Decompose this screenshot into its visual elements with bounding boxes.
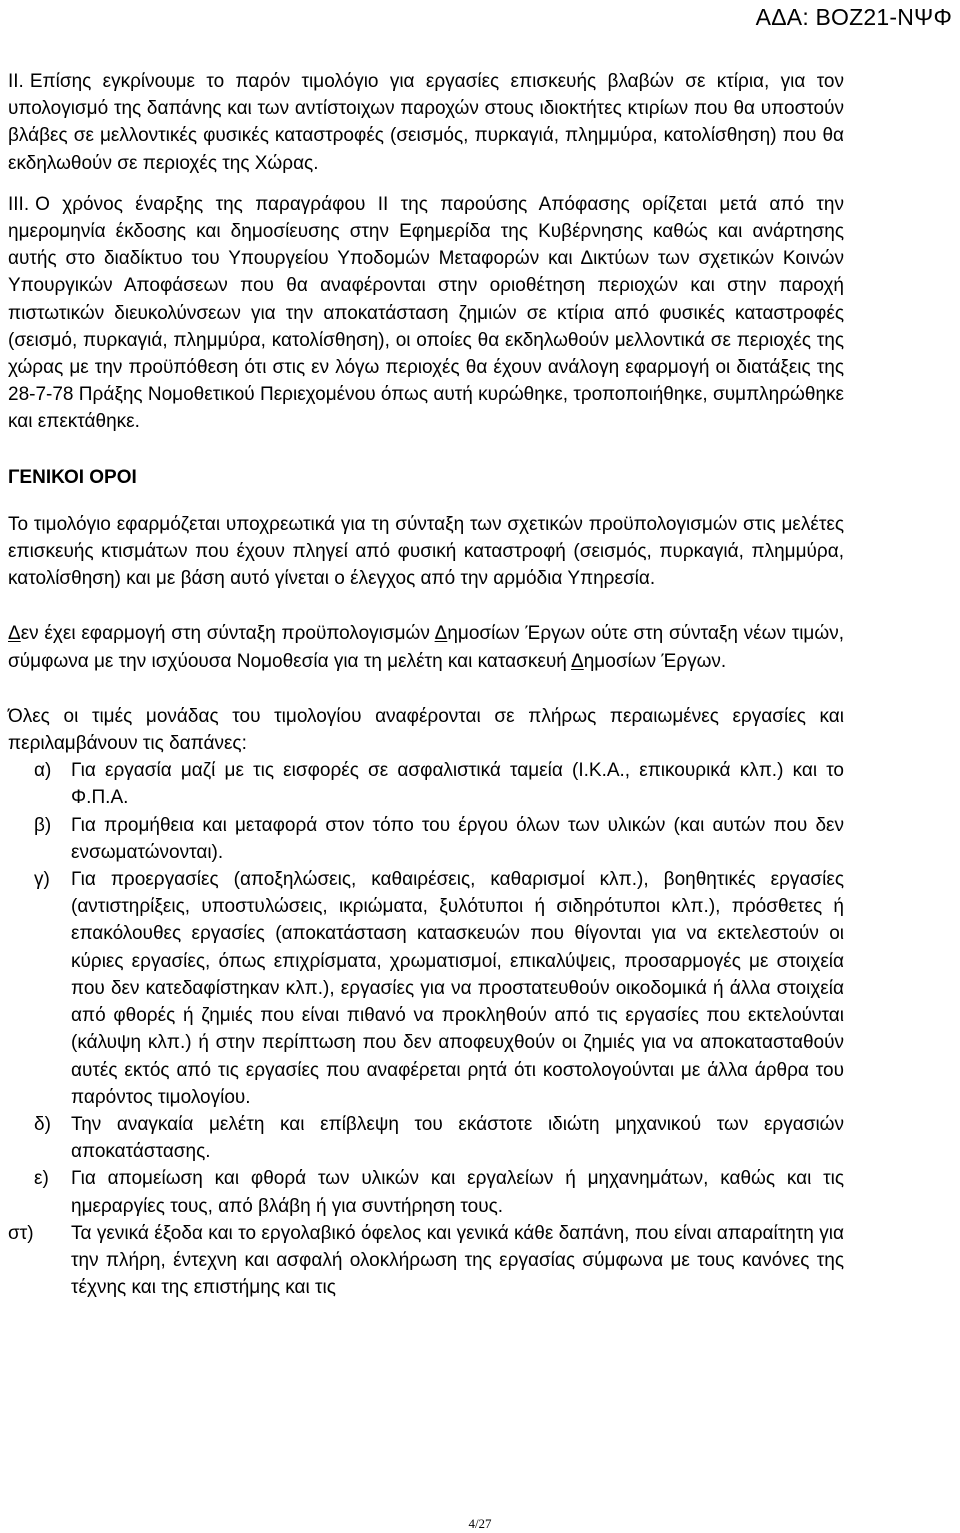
list-marker: α) (34, 760, 52, 782)
cost-items-list (8, 757, 844, 1301)
page-number: 4/27 (468, 1516, 492, 1531)
list-item (8, 1111, 844, 1165)
list-marker: στ) (8, 1222, 34, 1244)
underlined-letter: Δ (8, 623, 21, 645)
list-item (8, 812, 844, 866)
paragraph-ii (8, 68, 844, 177)
text-run: ημοσίων Έργων ούτε στη σύνταξη νέων τιμών, σύμφωνα με την ισχύουσα Νομοθεσία για τη μελέτη και κατασκευή (8, 623, 844, 672)
list-item (8, 757, 844, 811)
general-terms-paragraph-2 (8, 620, 844, 674)
section-heading: ΓΕΝΙΚΟΙ ΟΡΟΙ (8, 466, 137, 488)
list-item-text: Για προεργασίες (αποξηλώσεις, καθαιρέσεις, καθαρισμοί κλπ.), βοηθητικές εργασίες (αντιστηρίξεις, υποστυλώσεις, ικριώματα, ξυλότυποι ή σιδηρότυποι κλπ.), πρόσθετες ή επακόλουθες εργασίες (αποκατάσταση κατασκευών που θίγονται για να εκτελεστούν οι κύριες εργασίες, όπως επιχρίσματα, χρωματισμοί, επικαλύψεις, προσαρμογές με στοιχεία που δεν κατεδαφίστηκαν κλπ.), εργασίες για να προστατευθούν οικοδομικά ή άλλα στοιχεία από φθορές ή ζημιές που είναι πιθανό να προκληθούν από τις εργασίες που εκτελούνται (κάλυψη κλπ.) ή στην περίπτωση που δεν αποφευχθούν οι ζημιές για να αποκατασταθούν αυτές εκτός από τις εργασίες που αναφέρεται ρητά ότι κοστολογούνται με άλλα άρθρα του παρόντος τιμολογίου. (71, 869, 844, 1108)
list-item (8, 1220, 844, 1302)
paragraph-text: Επίσης εγκρίνουμε το παρόν τιμολόγιο για εργασίες επισκευής βλαβών σε κτίρια, για τον υπολογισμό της δαπάνης και των αντίστοιχων παροχών στους ιδιοκτήτες κτιρίων που θα υποστούν βλάβες σε μελλοντικές φυσικές καταστροφές (σεισμός, πυρκαγιά, πλημμύρα, κατολίσθηση) που θα εκδηλωθούν σε περιοχές της Χώρας. (8, 71, 844, 174)
list-marker: ε) (34, 1168, 49, 1190)
list-item-text: Τα γενικά έξοδα και το εργολαβικό όφελος και γενικά κάθε δαπάνη, που είναι απαραίτητη για την πλήρη, έντεχνη και ασφαλή ολοκλήρωση της εργασίας σύμφωνα με τους κανόνες της τέχνης και της επιστήμης και τις (71, 1222, 844, 1299)
list-item-text: Την αναγκαία μελέτη και επίβλεψη του εκάστοτε ιδιώτη μηχανικού των εργασιών αποκατάστασης. (71, 1113, 844, 1163)
list-marker: δ) (34, 1113, 51, 1135)
list-item-text: Για εργασία μαζί με τις εισφορές σε ασφαλιστικά ταμεία (Ι.Κ.Α., επικουρικά κλπ.) και το Φ.Π.Α. (71, 760, 844, 809)
list-marker: β) (34, 814, 52, 836)
list-item (8, 1165, 844, 1219)
general-terms-paragraph-3: Όλες οι τιμές μονάδας του τιμολογίου αναφέρονται σε πλήρως περαιωμένες εργασίες και περιλαμβάνουν τις δαπάνες: (8, 705, 844, 755)
section-number: III. (8, 193, 30, 215)
paragraph-iii (8, 191, 844, 436)
underlined-letter: Δ (434, 623, 448, 645)
text-run: εν έχει εφαρμογή στη σύνταξη προϋπολογισμών (20, 623, 435, 645)
list-item-text: Για προμήθεια και μεταφορά στον τόπο του έργου όλων των υλικών (και αυτών που δεν ενσωματώνονται). (71, 814, 844, 863)
underlined-letter: Δ (571, 650, 584, 672)
list-item-text: Για απομείωση και φθορά των υλικών και εργαλείων ή μηχανημάτων, καθώς και τις ημεραργίες τους, από βλάβη ή για συντήρηση τους. (71, 1168, 844, 1217)
list-marker: γ) (34, 869, 50, 891)
paragraph-text: Ο χρόνος έναρξης της παραγράφου ΙΙ της παρούσης Απόφασης ορίζεται μετά από την ημερομηνία έκδοσης και δημοσίευσης στην Εφημερίδα της Κυβέρνησης καθώς και ανάρτησης αυτής στο διαδίκτυο του Υπουργείου Υποδομών Μεταφορών και Δικτύων των σχετικών Κοινών Υπουργικών Αποφάσεων που θα αναφέρονται στην οριοθέτηση περιοχών και στην παροχή πιστωτικών διευκολύνσεων για την αποκατάσταση ζημιών σε κτίρια από φυσικές καταστροφές (σεισμό, πυρκαγιά, πλημμύρα, κατολίσθηση), οι οποίες θα εκδηλωθούν μελλοντικά σε περιοχές της χώρας με την προϋπόθεση ότι στις εν λόγω περιοχές θα έχουν ανάλογη εφαρμογή οι διατάξεις της 28-7-78 Πράξης Νομοθετικού Περιεχομένου όπως αυτή κυρώθηκε, τροποποιήθηκε, συμπληρώθηκε και επεκτάθηκε. (8, 193, 844, 433)
section-number: II. (8, 71, 24, 92)
general-terms-paragraph-1: Το τιμολόγιο εφαρμόζεται υποχρεωτικά για τη σύνταξη των σχετικών προϋπολογισμών στις μελέτες επισκευής κτισμάτων που έχουν πληγεί από φυσική καταστροφή (σεισμός, πυρκαγιά, πλημμύρα, κατολίσθηση) και με βάση αυτό γίνεται ο έλεγχος από την αρμόδια Υπηρεσία. (8, 513, 844, 590)
document-body (8, 68, 844, 1301)
text-run: ημοσίων Έργων. (583, 650, 727, 672)
list-item (8, 866, 844, 1111)
document-ada-code: ΑΔΑ: ΒΟΖ21-ΝΨΦ (755, 4, 952, 30)
